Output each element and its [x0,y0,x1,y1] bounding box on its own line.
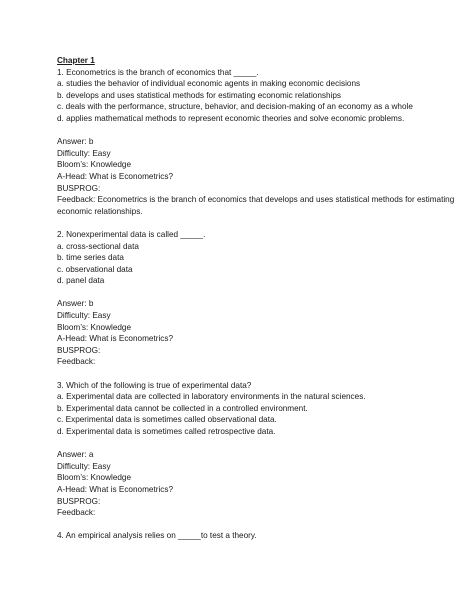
difficulty: Difficulty: Easy [57,311,111,321]
question-4 [57,530,457,542]
a-head: A-Head: What is Econometrics? [57,484,174,494]
busprog: BUSPROG: [57,183,101,193]
question-2 [57,229,457,368]
feedback: Feedback: Econometrics is the branch of economics that develops and uses statistical methods for estimating economic relationships. [57,195,455,216]
answer-option: d. panel data [57,276,105,286]
answer-option: d. Experimental data is sometimes called retrospective data. [57,427,276,436]
answer-key: Answer: b [57,137,94,147]
question-stem: 3. Which of the following is true of experimental data? [57,380,252,390]
spacer [57,519,457,531]
answer-option: c. observational data [57,264,133,274]
blooms-level: Bloom’s: Knowledge [57,322,132,332]
answer-option: b. Experimental data cannot be collected in a controlled environment. [57,403,308,413]
spacer [57,125,457,137]
question-stem: 1. Econometrics is the branch of economics that _____. [57,67,259,77]
feedback: Feedback: [57,357,96,367]
spacer [57,217,457,229]
document-page [57,55,457,542]
answer-option: a. Experimental data are collected in laboratory environments in the natural sciences. [57,392,366,402]
answer-key: Answer: a [57,450,94,460]
answer-option: a. cross-sectional data [57,241,139,251]
chapter-heading: Chapter 1 [57,56,95,65]
answer-option: b. develops and uses statistical methods for estimating economic relationships [57,90,341,100]
answer-key: Answer: b [57,299,94,309]
spacer [57,438,457,450]
difficulty: Difficulty: Easy [57,148,111,158]
question-3 [57,380,457,519]
answer-option: b. time series data [57,253,124,263]
answer-option: d. applies mathematical methods to represent economic theories and solve economic problems. [57,113,405,123]
difficulty: Difficulty: Easy [57,461,111,471]
answer-option: c. Experimental data is sometimes called observational data. [57,415,277,425]
question-stem: 4. An empirical analysis relies on _____to test a theory. [57,531,257,541]
feedback: Feedback: [57,508,96,518]
blooms-level: Bloom’s: Knowledge [57,160,132,170]
a-head: A-Head: What is Econometrics? [57,171,174,181]
a-head: A-Head: What is Econometrics? [57,334,174,344]
answer-option: a. studies the behavior of individual economic agents in making economic decisions [57,79,361,89]
answer-option: c. deals with the performance, structure, behavior, and decision-making of an economy as a whole [57,102,413,112]
blooms-level: Bloom’s: Knowledge [57,473,132,483]
question-stem: 2. Nonexperimental data is called _____. [57,229,206,239]
busprog: BUSPROG: [57,345,101,355]
question-1 [57,67,457,218]
busprog: BUSPROG: [57,496,101,506]
spacer [57,287,457,299]
spacer [57,368,457,380]
